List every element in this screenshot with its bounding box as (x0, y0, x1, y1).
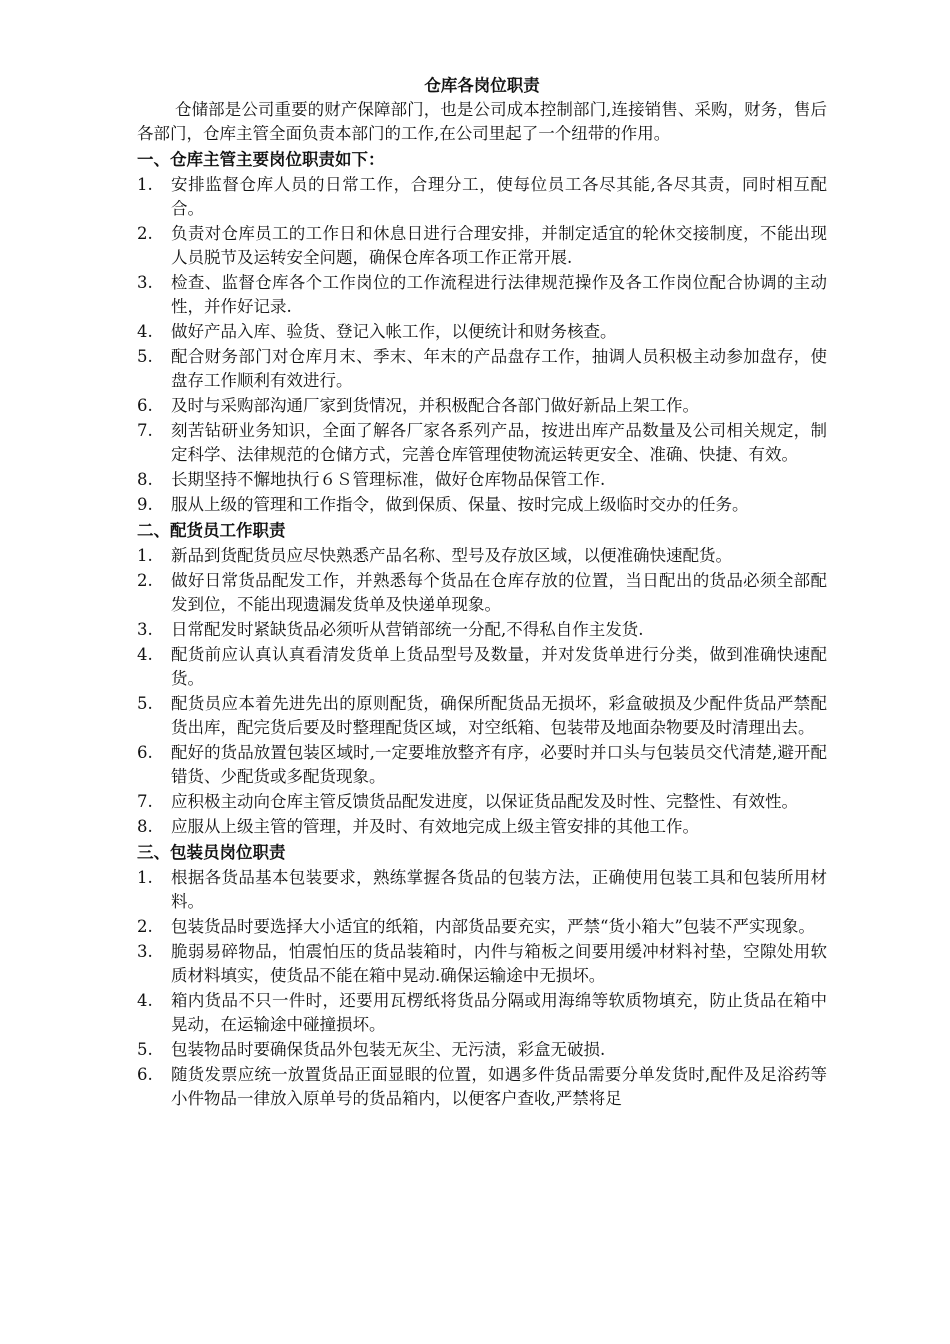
list-item-number: 2. (137, 917, 153, 936)
list-item (137, 394, 827, 418)
list-item-number: 5. (137, 694, 153, 713)
list-item-number: 7. (137, 421, 153, 440)
list-item-number: 2. (137, 224, 153, 243)
list-item-number: 6. (137, 743, 153, 762)
list-item-text: 包装物品时要确保货品外包装无灰尘、无污渍，彩盒无破损. (171, 1040, 606, 1059)
list-item-number: 4. (137, 322, 153, 341)
list-item-text: 负责对仓库员工的工作日和休息日进行合理安排，并制定适宜的轮休交接制度，不能出现人员脱节及运转安全问题，确保仓库各项工作正常开展. (171, 224, 827, 267)
list-item (137, 1038, 827, 1062)
list-item-number: 6. (137, 1065, 153, 1084)
list-item (137, 989, 827, 1037)
list-item (137, 544, 827, 568)
list-item (137, 741, 827, 789)
list-item-text: 做好日常货品配发工作，并熟悉每个货品在仓库存放的位置，当日配出的货品必须全部配发到位，不能出现遗漏发货单及快递单现象。 (171, 571, 827, 614)
section-heading: 一、仓库主管主要岗位职责如下： (137, 150, 385, 169)
list-item-text: 应积极主动向仓库主管反馈货品配发进度，以保证货品配发及时性、完整性、有效性。 (171, 792, 798, 811)
list-item-text: 配合财务部门对仓库月末、季末、年末的产品盘存工作，抽调人员积极主动参加盘存，使盘存工作顺利有效进行。 (171, 347, 827, 390)
list-item-text: 及时与采购部沟通厂家到货情况，并积极配合各部门做好新品上架工作。 (171, 396, 699, 415)
list-item-text: 刻苦钻研业务知识，全面了解各厂家各系列产品，按进出库产品数量及公司相关规定，制定科学、法律规范的仓储方式，完善仓库管理使物流运转更安全、准确、快捷、有效。 (171, 421, 827, 464)
list-item (137, 320, 827, 344)
list-item-number: 1. (137, 868, 153, 887)
list-item (137, 569, 827, 617)
list-item (137, 222, 827, 270)
list-item (137, 866, 827, 914)
list-item-text: 根据各货品基本包装要求，熟练掌握各货品的包装方法，正确使用包装工具和包装所用材料。 (171, 868, 827, 911)
list-item-text: 安排监督仓库人员的日常工作，合理分工，使每位员工各尽其能,各尽其责，同时相互配合。 (171, 175, 827, 218)
list-item-number: 8. (137, 817, 153, 836)
list-item-text: 配好的货品放置包装区域时,一定要堆放整齐有序，必要时并口头与包装员交代清楚,避开配错货、少配货或多配货现象。 (171, 743, 827, 786)
list-item-text: 配货前应认真认真看清发货单上货品型号及数量，并对发货单进行分类，做到准确快速配货。 (171, 645, 827, 688)
list-item (137, 493, 827, 517)
list-item-text: 做好产品入库、验货、登记入帐工作，以便统计和财务核查。 (171, 322, 617, 341)
list-item (137, 1063, 827, 1111)
list-item-text: 新品到货配货员应尽快熟悉产品名称、型号及存放区域，以便准确快速配货。 (171, 546, 732, 565)
list-item (137, 173, 827, 221)
section-heading: 三、包装员岗位职责 (137, 843, 286, 862)
list-item-text: 脆弱易碎物品，怕震怕压的货品装箱时，内件与箱板之间要用缓冲材料衬垫，空隙处用软质材料填实，使货品不能在箱中晃动.确保运输途中无损坏。 (171, 942, 827, 985)
sections-container (137, 148, 827, 1111)
list-item-number: 3. (137, 273, 153, 292)
list-item-number: 6. (137, 396, 153, 415)
list-item (137, 815, 827, 839)
list-item-text: 应服从上级主管的管理，并及时、有效地完成上级主管安排的其他工作。 (171, 817, 699, 836)
list-item (137, 940, 827, 988)
list-item (137, 345, 827, 393)
list-item-number: 5. (137, 1040, 153, 1059)
list-item (137, 468, 827, 492)
list-item-number: 7. (137, 792, 153, 811)
section-list (137, 866, 827, 1111)
list-item (137, 790, 827, 814)
list-item-text: 检查、监督仓库各个工作岗位的工作流程进行法律规范操作及各工作岗位配合协调的主动性，并作好记录. (171, 273, 827, 316)
list-item-number: 3. (137, 620, 153, 639)
list-item-number: 9. (137, 495, 153, 514)
list-item (137, 419, 827, 467)
list-item-text: 随货发票应统一放置货品正面显眼的位置，如遇多件货品需要分单发货时,配件及足浴药等小件物品一律放入原单号的货品箱内，以便客户查收,严禁将足 (171, 1065, 827, 1108)
list-item-text: 配货员应本着先进先出的原则配货，确保所配货品无损坏，彩盒破损及少配件货品严禁配货出库，配完货后要及时整理配货区域，对空纸箱、包装带及地面杂物要及时清理出去。 (171, 694, 827, 737)
list-item-number: 1. (137, 546, 153, 565)
list-item-number: 8. (137, 470, 153, 489)
section-heading: 二、配货员工作职责 (137, 521, 286, 540)
list-item (137, 271, 827, 319)
intro-paragraph: 仓储部是公司重要的财产保障部门，也是公司成本控制部门,连接销售、采购，财务，售后各部门，仓库主管全面负责本部门的工作,在公司里起了一个纽带的作用。 (137, 100, 827, 143)
document-title: 仓库各岗位职责 (424, 76, 540, 95)
list-item-number: 2. (137, 571, 153, 590)
list-item-number: 3. (137, 942, 153, 961)
list-item (137, 618, 827, 642)
section-list (137, 544, 827, 839)
list-item (137, 915, 827, 939)
list-item (137, 643, 827, 691)
list-item-text: 长期坚持不懈地执行６Ｓ管理标准，做好仓库物品保管工作. (171, 470, 606, 489)
list-item-number: 1. (137, 175, 153, 194)
list-item-text: 包装货品时要选择大小适宜的纸箱，内部货品要充实，严禁“货小箱大”包装不严实现象。 (171, 917, 815, 936)
list-item-text: 日常配发时紧缺货品必须听从营销部统一分配,不得私自作主发货. (171, 620, 644, 639)
list-item-number: 5. (137, 347, 153, 366)
list-item-text: 服从上级的管理和工作指令，做到保质、保量、按时完成上级临时交办的任务。 (171, 495, 749, 514)
list-item-number: 4. (137, 991, 153, 1010)
list-item-number: 4. (137, 645, 153, 664)
document-page (137, 74, 827, 1111)
list-item (137, 692, 827, 740)
section-list (137, 173, 827, 517)
list-item-text: 箱内货品不只一件时，还要用瓦楞纸将货品分隔或用海绵等软质物填充，防止货品在箱中晃动，在运输途中碰撞损坏。 (171, 991, 827, 1034)
